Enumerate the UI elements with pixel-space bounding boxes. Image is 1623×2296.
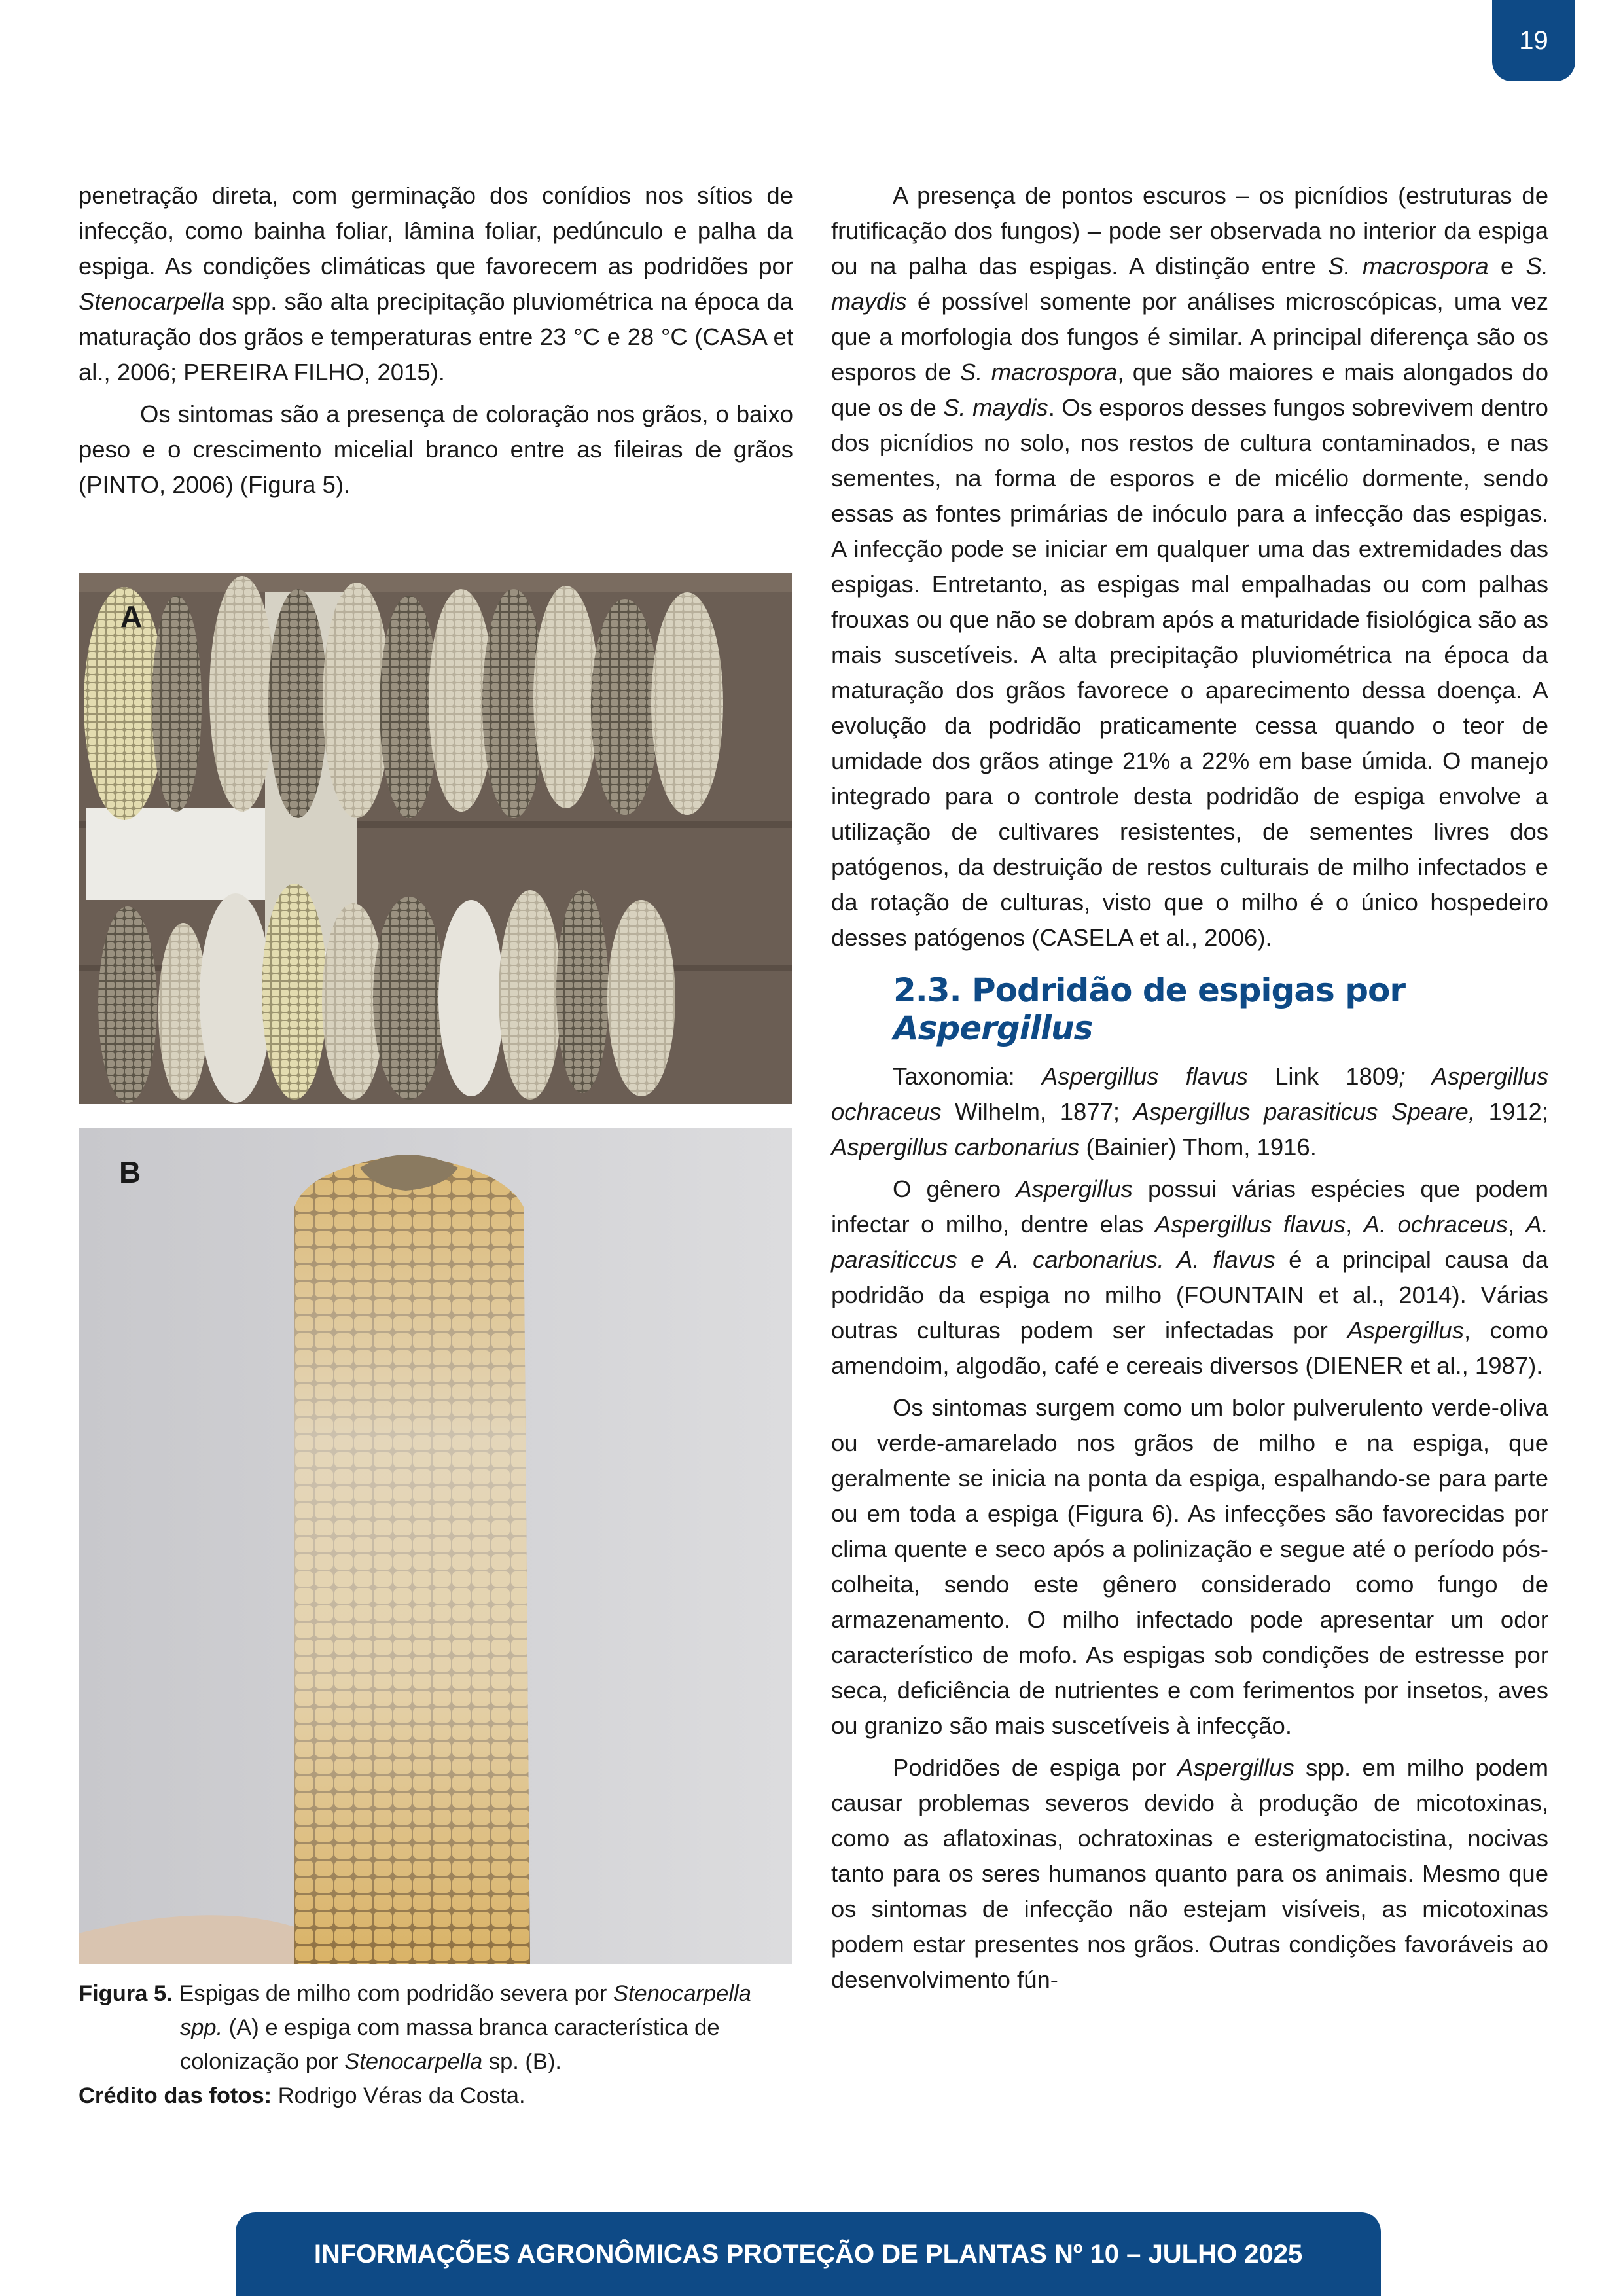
left-paragraph-2: Os sintomas são a presença de coloração nos grãos, o baixo peso e o crescimento micelial branco entre as fileiras de grãos (PINTO, 2006) (Figura 5).	[79, 401, 793, 498]
footer-text: INFORMAÇÕES AGRONÔMICAS PROTEÇÃO DE PLANTAS Nº 10 – JULHO 2025	[313, 2239, 1303, 2269]
credit-title: Crédito das fotos:	[79, 2083, 272, 2108]
caption-text: Espigas de milho com podridão severa por Stenocarpella spp. (A) e espiga com massa branca característica de colonização por Stenocarpella sp. (B).	[179, 1981, 751, 2074]
figure-5b-photo	[79, 1128, 792, 1964]
caption-line	[79, 1977, 793, 2079]
figure-label-a: A	[120, 600, 143, 634]
right-paragraph-1: A presença de pontos escuros – os picnídios (estruturas de frutificação dos fungos) – pode ser observada no interior da espiga ou na palha das espigas. A distinção entre S. macrospora e S. maydis é possível somente por análises microscópicas, uma vez que a morfologia dos fungos é similar. A principal diferença são os esporos de S. macrospora, que são maiores e mais alongados do que os de S. maydis. Os esporos desses fungos sobrevivem dentro dos picnídios no solo, nos restos de cultura contaminados, e nas sementes, na forma de esporos e de micélio dormente, sendo essas as fontes primárias de inóculo para a infecção das espigas. A infecção pode se iniciar em qualquer uma das extremidades das espigas. Entretanto, as espigas mal empalhadas ou com palhas frouxas ou que não se dobram após a maturidade fisiológica são as mais suscetíveis. A alta precipitação pluviométrica na época da maturação dos grãos favorece o aparecimento dessa doença. A evolução da podridão praticamente cessa quando o teor de umidade dos grãos atinge 21% a 22% em base úmida. O manejo integrado para o controle desta podridão de espiga envolve a utilização de cultivares resistentes, de sementes livres dos patógenos, da destruição de restos culturais de milho infectados e da rotação de culturas, visto que o milho é o único hospedeiro desses patógenos (CASELA et al., 2006).	[831, 182, 1548, 951]
figure-5a-photo	[79, 573, 792, 1104]
right-paragraph-2: Taxonomia: Aspergillus flavus Link 1809; Aspergillus ochraceus Wilhelm, 1877; Aspergillus parasiticus Speare, 1912; Aspergillus carbonarius (Bainier) Thom, 1916.	[831, 1063, 1549, 1160]
right-column	[831, 178, 1548, 1998]
right-paragraph-5: Podridões de espiga por Aspergillus spp. em milho podem causar problemas severos devido à produção de micotoxinas, como as aflatoxinas, ochratoxinas e esterigmatocistina, nocivas tanto para os seres humanos quanto para os animais. Mesmo que os sintomas de infecção não estejam visíveis, as micotoxinas podem estar presentes nos grãos. Outras condições favoráveis ao desenvolvimento fún-	[831, 1754, 1548, 1993]
corn-ears-illustration	[79, 573, 792, 1104]
figure-caption	[79, 1977, 793, 2113]
credit-line	[79, 2079, 793, 2113]
figure-label-b: B	[119, 1155, 141, 1189]
right-paragraph-3: O gênero Aspergillus possui várias espécies que podem infectar o milho, dentre elas Aspergillus flavus, A. ochraceus, A. parasiticcus e A. carbonarius. A. flavus é a principal causa da podridão da espiga no milho (FOUNTAIN et al., 2014). Várias outras culturas podem ser infectadas por Aspergillus, como amendoim, algodão, café e cereais diversos (DIENER et al., 1987).	[831, 1175, 1549, 1379]
footer-banner	[236, 2212, 1381, 2296]
credit-text: Rodrigo Véras da Costa.	[277, 2083, 526, 2108]
page-number-text: 19	[1519, 26, 1548, 55]
left-column	[79, 178, 793, 503]
caption-title: Figura 5.	[79, 1981, 173, 2006]
right-paragraph-4: Os sintomas surgem como um bolor pulverulento verde-oliva ou verde-amarelado nos grãos de milho e na espiga, que geralmente se inicia na ponta da espiga, espalhando-se para parte ou em toda a espiga (Figura 6). As infecções são favorecidas por clima quente e seco após a polinização e segue até o período pós-colheita, sendo este gênero considerado como fungo de armazenamento. O milho infectado pode apresentar um odor característico de mofo. As espigas sob condições de estresse por seca, deficiência de nutrientes e com ferimentos por insetos, aves ou granizo são mais suscetíveis à infecção.	[831, 1394, 1548, 1739]
page-number	[1492, 0, 1575, 81]
left-paragraph-1: penetração direta, com germinação dos conídios nos sítios de infecção, como bainha foliar, lâmina foliar, pedúnculo e palha da espiga. As condições climáticas que favorecem as podridões por Stenocarpella spp. são alta precipitação pluviométrica na época da maturação dos grãos e temperaturas entre 23 °C e 28 °C (CASA et al., 2006; PEREIRA FILHO, 2015).	[79, 182, 793, 386]
section-heading: 2.3. Podridão de espigas por Aspergillus	[893, 971, 1406, 1047]
single-corn-ear-illustration	[79, 1128, 792, 1964]
